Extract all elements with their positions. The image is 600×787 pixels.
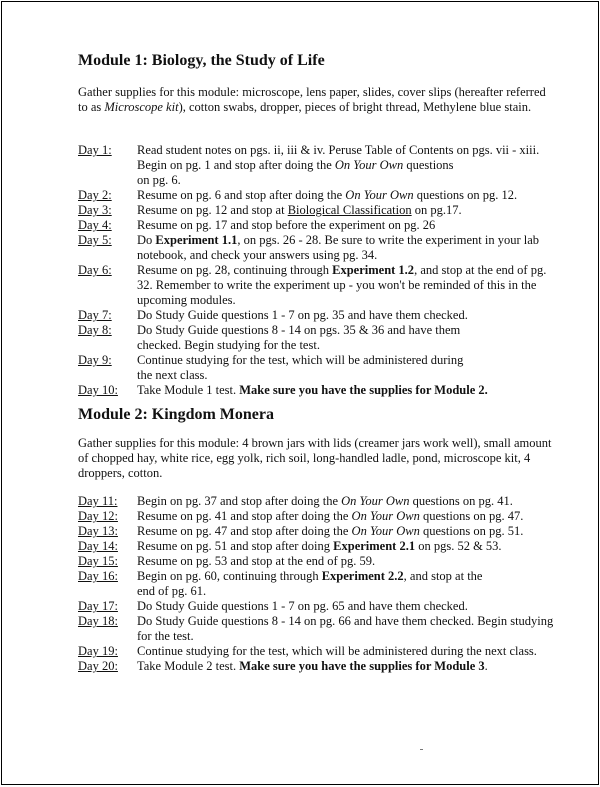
- day-instructions: [137, 524, 562, 539]
- italic-text: On Your Own: [351, 524, 420, 538]
- day-entry: [78, 323, 562, 353]
- day-entry: [78, 614, 562, 644]
- day-instructions: [137, 614, 562, 644]
- day-instructions: [137, 353, 562, 383]
- day-entry: [78, 539, 562, 554]
- text-run: on pg. 6.: [137, 173, 181, 187]
- text-run: Resume on pg. 28, continuing through: [137, 263, 333, 277]
- day-instructions: [137, 203, 562, 218]
- module-1-schedule: [78, 143, 562, 398]
- text-run: Resume on pg. 51 and stop after doing: [137, 539, 334, 553]
- text-run: Do: [137, 233, 156, 247]
- italic-text: Microscope kit: [104, 100, 179, 114]
- day-entry: [78, 143, 562, 188]
- day-label: Day 11:: [78, 494, 118, 508]
- day-entry: [78, 188, 562, 203]
- day-instructions: [137, 539, 562, 554]
- day-instructions: [137, 569, 562, 599]
- day-instructions: [137, 323, 562, 353]
- text-run: Continue studying for the test, which will be administered during the next class.: [137, 644, 537, 658]
- day-label: Day 5:: [78, 233, 112, 247]
- day-label: Day 1:: [78, 143, 112, 157]
- bold-text: Make sure you have the supplies for Module 3: [239, 659, 485, 673]
- day-entry: [78, 509, 562, 524]
- day-label: Day 4:: [78, 218, 112, 232]
- day-label: Day 14:: [78, 539, 118, 553]
- text-run: on pgs. 52 & 53.: [415, 539, 502, 553]
- module-1-heading: Module 1: Biology, the Study of Life: [78, 52, 325, 69]
- day-label: Day 20:: [78, 659, 118, 673]
- text-run: Begin on pg. 37 and stop after doing the: [137, 494, 342, 508]
- day-instructions: [137, 554, 562, 569]
- text-run: Do Study Guide questions 8 - 14 on pgs. 35 & 36 and have them: [137, 323, 461, 337]
- day-instructions: [137, 233, 562, 263]
- day-label: Day 8:: [78, 323, 112, 337]
- text-run: questions on pg. 47.: [419, 509, 524, 523]
- day-label: Day 9:: [78, 353, 112, 367]
- day-entry: [78, 353, 562, 383]
- italic-text: On Your Own: [341, 494, 410, 508]
- day-instructions: [137, 383, 562, 398]
- text-run: , on pgs. 26 - 28. Be sure to write the experiment in your lab notebook, and check your answers using pg. 34.: [137, 233, 540, 262]
- day-instructions: [137, 143, 562, 188]
- text-run: .: [484, 659, 488, 673]
- bold-text: Experiment 2.2: [321, 569, 404, 583]
- day-entry: [78, 494, 562, 509]
- day-entry: [78, 554, 562, 569]
- text-run: end of pg. 61.: [137, 584, 207, 598]
- day-label: Day 10:: [78, 383, 118, 397]
- text-run: Do Study Guide questions 1 - 7 on pg. 35 and have them checked.: [137, 308, 468, 322]
- day-label: Day 6:: [78, 263, 112, 277]
- text-run: Resume on pg. 53 and stop at the end of pg. 59.: [137, 554, 376, 568]
- module-2-supplies-paragraph: [78, 436, 558, 481]
- text-run: questions: [403, 158, 454, 172]
- day-instructions: [137, 308, 562, 323]
- day-label: Day 19:: [78, 644, 118, 658]
- text-run: checked. Begin studying for the test.: [137, 338, 320, 352]
- bold-text: Make sure you have the supplies for Module 2.: [239, 383, 488, 397]
- day-entry: [78, 218, 562, 233]
- day-entry: [78, 233, 562, 263]
- day-entry: [78, 599, 562, 614]
- day-entry: [78, 263, 562, 308]
- day-entry: [78, 524, 562, 539]
- text-run: Take Module 1 test.: [137, 383, 240, 397]
- day-label: Day 15:: [78, 554, 118, 568]
- day-entry: [78, 203, 562, 218]
- text-run: Resume on pg. 6 and stop after doing the: [137, 188, 346, 202]
- day-instructions: [137, 644, 562, 659]
- italic-text: On Your Own: [351, 509, 420, 523]
- day-label: Day 13:: [78, 524, 118, 538]
- day-entry: [78, 383, 562, 398]
- text-run: on pg.17.: [411, 203, 462, 217]
- text-run: Take Module 2 test.: [137, 659, 240, 673]
- text-run: questions on pg. 41.: [409, 494, 513, 508]
- module-2-heading: Module 2: Kingdom Monera: [78, 406, 274, 423]
- text-run: Resume on pg. 12 and stop at: [137, 203, 288, 217]
- text-run: Do Study Guide questions 1 - 7 on pg. 65 and have them checked.: [137, 599, 468, 613]
- day-instructions: [137, 509, 562, 524]
- text-run: Resume on pg. 41 and stop after doing the: [137, 509, 352, 523]
- day-entry: [78, 569, 562, 599]
- text-run: questions on pg. 51.: [419, 524, 524, 538]
- bold-text: Experiment 1.1: [155, 233, 238, 247]
- module-1-supplies-paragraph: [78, 85, 558, 115]
- text-run: Do Study Guide questions 8 - 14 on pg. 66 and have them checked. Begin studying for the test.: [137, 614, 554, 643]
- text-run: Read student notes on pgs. ii, iii & iv. Peruse Table of Contents on pgs. vii - xiii. Begin on pg. 1 and stop after doing the: [137, 143, 540, 172]
- day-entry: [78, 644, 562, 659]
- day-label: Day 2:: [78, 188, 112, 202]
- text-run: , and stop at the end of pg. 32. Remember to write the experiment up - you won't be reminded of this in the upcoming modules.: [137, 263, 547, 307]
- text-run: Gather supplies for this module: 4 brown jars with lids (creamer jars work well), small amount of chopped hay, white rice, egg yolk, rich soil, long-handled ladle, pond, microscope kit, 4 droppers, cotton.: [78, 436, 552, 480]
- day-label: Day 12:: [78, 509, 118, 523]
- module-2-schedule: [78, 494, 562, 674]
- text-run: Resume on pg. 17 and stop before the experiment on pg. 26: [137, 218, 436, 232]
- day-instructions: [137, 263, 562, 308]
- day-label: Day 17:: [78, 599, 118, 613]
- day-label: Day 16:: [78, 569, 118, 583]
- text-run: , and stop at the: [403, 569, 483, 583]
- day-entry: [78, 659, 562, 674]
- scan-speck: [420, 749, 423, 750]
- underlined-text: Biological Classification: [287, 203, 412, 217]
- italic-text: On Your Own: [334, 158, 404, 172]
- day-instructions: [137, 188, 562, 203]
- bold-text: Experiment 2.1: [333, 539, 416, 553]
- day-label: Day 7:: [78, 308, 112, 322]
- text-run: the next class.: [137, 368, 208, 382]
- day-label: Day 3:: [78, 203, 112, 217]
- day-entry: [78, 308, 562, 323]
- day-instructions: [137, 599, 562, 614]
- text-run: questions on pg. 12.: [413, 188, 518, 202]
- day-label: Day 18:: [78, 614, 118, 628]
- text-run: Gather supplies for this module: microscope, lens paper, slides, cover slips (hereafter referred to as: [78, 85, 546, 114]
- day-instructions: [137, 659, 562, 674]
- text-run: Continue studying for the test, which will be administered during: [137, 353, 464, 367]
- text-run: Begin on pg. 60, continuing through: [137, 569, 322, 583]
- day-instructions: [137, 494, 562, 509]
- day-instructions: [137, 218, 562, 233]
- text-run: Resume on pg. 47 and stop after doing the: [137, 524, 352, 538]
- text-run: ), cotton swabs, dropper, pieces of bright thread, Methylene blue stain.: [178, 100, 532, 114]
- bold-text: Experiment 1.2: [332, 263, 415, 277]
- document-page: [1, 1, 599, 785]
- italic-text: On Your Own: [345, 188, 414, 202]
